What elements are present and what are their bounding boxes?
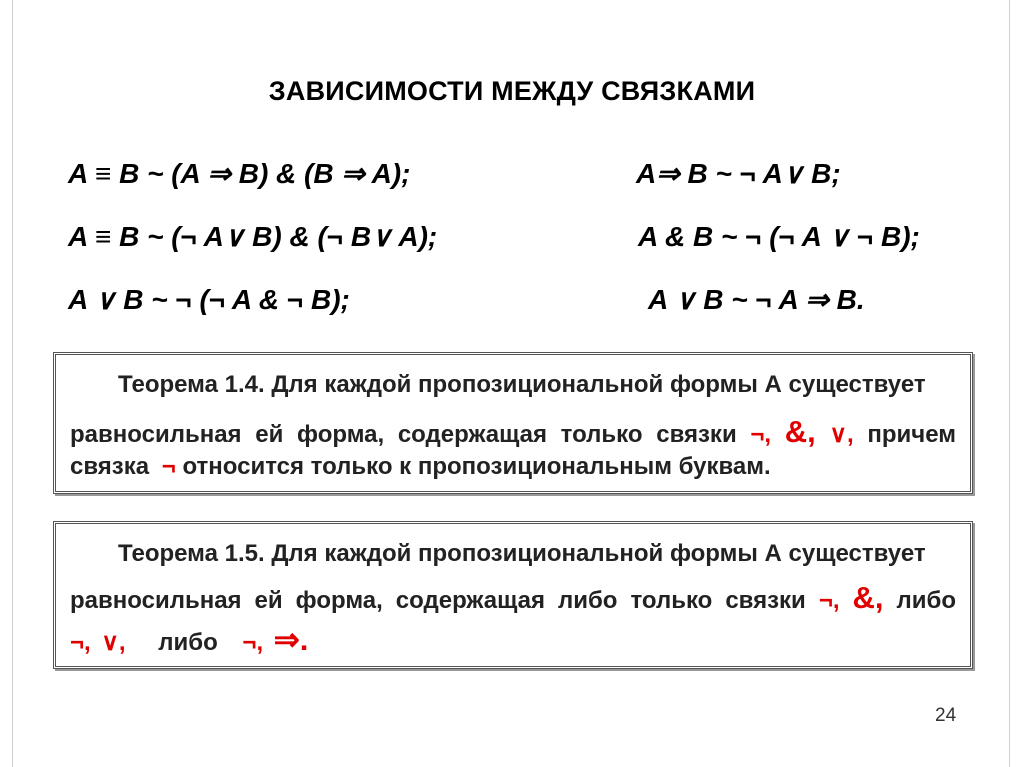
- theorem-1-5-mid: либо: [158, 629, 218, 656]
- theorem-1-4-line-1: Теорема 1.4. Для каждой пропозициональной формы А существует: [118, 371, 926, 398]
- symbol-not: ¬,: [818, 587, 840, 614]
- formula-left-1: A ≡ B ~ (A ⇒ B) & (B ⇒ A);: [68, 158, 411, 189]
- symbol-not: ¬,: [750, 421, 772, 448]
- formula-right-3: A ∨ B ~ ¬ A ⇒ B.: [648, 284, 865, 315]
- symbol-not: ¬: [161, 453, 176, 480]
- formula-left-2: A ≡ B ~ (¬ A∨ B) & (¬ B∨ A);: [68, 221, 438, 252]
- theorem-1-5-line-3: [70, 622, 956, 658]
- theorem-1-4-line-3: [70, 453, 956, 481]
- theorem-1-4-prefix: связка: [70, 453, 150, 480]
- symbol-or: ∨,: [101, 629, 126, 656]
- symbol-implies: ⇒.: [273, 622, 309, 657]
- symbol-and: &,: [784, 414, 816, 449]
- theorem-1-5-text: равносильная ей форма, содержащая либо только связки: [70, 587, 806, 614]
- formula-right-1: A⇒ B ~ ¬ A∨ B;: [636, 158, 841, 189]
- theorem-1-5-line-2: [70, 580, 956, 616]
- theorem-1-5-box: [53, 521, 973, 669]
- formula-right-2: A & B ~ ¬ (¬ A ∨ ¬ B);: [638, 221, 920, 252]
- theorem-1-4-line-2: [70, 414, 956, 450]
- symbol-not: ¬,: [242, 629, 264, 656]
- theorem-1-4-line-3-text: относится только к пропозициональным буквам.: [182, 453, 771, 480]
- formula-left-3: A ∨ B ~ ¬ (¬ A & ¬ B);: [68, 284, 350, 315]
- theorem-1-5-line-1: Теорема 1.5. Для каждой пропозициональной формы А существует: [118, 540, 926, 567]
- symbol-and: &,: [852, 580, 884, 615]
- symbol-not: ¬,: [70, 629, 91, 656]
- symbol-or: ∨,: [829, 421, 854, 448]
- theorem-1-4-tail: причем: [867, 421, 957, 448]
- page-number: 24: [935, 705, 957, 726]
- slide-title: ЗАВИСИМОСТИ МЕЖДУ СВЯЗКАМИ: [268, 76, 756, 106]
- theorem-1-4-box: [53, 352, 973, 494]
- theorem-1-5-tail: либо: [896, 587, 957, 614]
- theorem-1-4-text: равносильная ей форма, содержащая только связки: [70, 421, 737, 448]
